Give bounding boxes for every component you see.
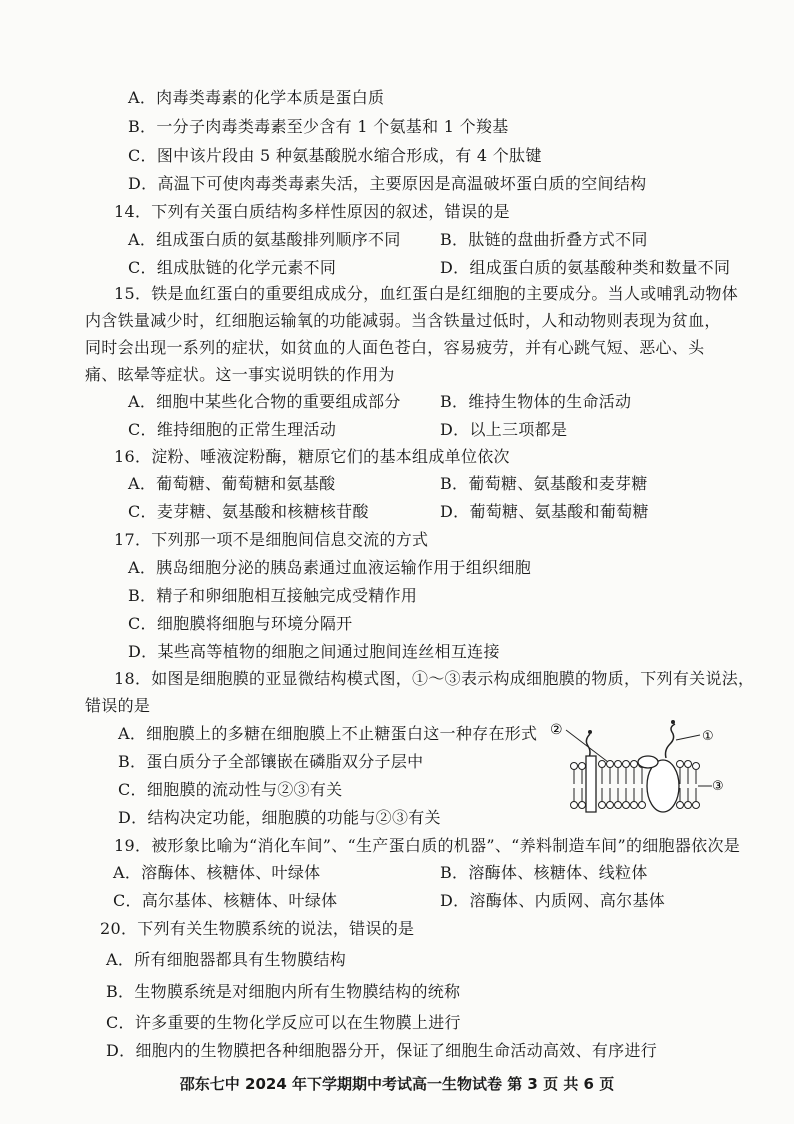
- q16-option-c: C．麦芽糖、氨基酸和核糖核苷酸: [128, 502, 369, 521]
- q19-stem: 19．被形象比喻为“消化车间”、“生产蛋白质的机器”、“养料制造车间”的细胞器依次是: [114, 836, 741, 855]
- q20-option-b: B．生物膜系统是对细胞内所有生物膜结构的统称: [106, 982, 461, 1001]
- diagram-leader-1: [676, 735, 700, 740]
- q16-stem: 16．淀粉、唾液淀粉酶，糖原它们的基本组成单位依次: [114, 447, 510, 466]
- q18-stem-line-2: 错误的是: [85, 696, 151, 715]
- q14-option-b: B．肽链的盘曲折叠方式不同: [440, 230, 648, 249]
- page-footer: 邵东七中 2024 年下学期期中考试高一生物试卷 第 3 页 共 6 页: [179, 1075, 615, 1093]
- q15-stem-line-3: 同时会出现一系列的症状，如贫血的人面色苍白，容易疲劳，并有心跳气短、恶心、头: [85, 338, 705, 357]
- q18-option-d: D．结构决定功能，细胞膜的功能与②③有关: [118, 808, 441, 827]
- q13-option-c: C．图中该片段由 5 种氨基酸脱水缩合形成，有 4 个肽键: [128, 146, 542, 165]
- q20-stem: 20．下列有关生物膜系统的说法，错误的是: [100, 919, 415, 938]
- transmembrane-protein-left: [586, 756, 596, 812]
- q16-option-a: A．葡萄糖、葡萄糖和氨基酸: [128, 474, 336, 493]
- q15-option-b: B．维持生物体的生命活动: [440, 392, 632, 411]
- q15-option-a: A．细胞中某些化合物的重要组成部分: [128, 392, 401, 411]
- diagram-label-2: ②: [550, 722, 563, 738]
- q15-stem-line-1: 15．铁是血红蛋白的重要组成成分，血红蛋白是红细胞的主要成分。当人或哺乳动物体: [114, 284, 739, 303]
- q20-option-a: A．所有细胞器都具有生物膜结构: [106, 950, 347, 969]
- q16-option-d: D．葡萄糖、氨基酸和葡萄糖: [440, 502, 649, 521]
- q17-option-b: B．精子和卵细胞相互接触完成受精作用: [128, 586, 418, 605]
- q19-option-d: D．溶酶体、内质网、高尔基体: [440, 891, 666, 910]
- diagram-label-3: ③: [712, 779, 724, 794]
- q19-option-a: A．溶酶体、核糖体、叶绿体: [113, 863, 321, 882]
- q14-option-d: D．组成蛋白质的氨基酸种类和数量不同: [440, 258, 731, 277]
- q18-stem-line-1: 18．如图是细胞膜的亚显微结构模式图，①～③表示构成细胞膜的物质，下列有关说法，: [114, 669, 755, 688]
- q19-option-b: B．溶酶体、核糖体、线粒体: [440, 863, 648, 882]
- q15-option-d: D．以上三项都是: [440, 420, 568, 439]
- q19-option-c: C．高尔基体、核糖体、叶绿体: [113, 891, 338, 910]
- q14-stem: 14．下列有关蛋白质结构多样性原因的叙述，错误的是: [114, 202, 510, 221]
- q15-option-c: C．维持细胞的正常生理活动: [128, 420, 337, 439]
- q13-option-d: D．高温下可使肉毒类毒素失活，主要原因是高温破坏蛋白质的空间结构: [128, 174, 647, 193]
- q17-option-d: D．某些高等植物的细胞之间通过胞间连丝相互连接: [128, 642, 500, 661]
- q15-stem-line-2: 内含铁量减少时，红细胞运输氧的功能减弱。当含铁量过低时，人和动物则表现为贫血，: [85, 311, 721, 330]
- q18-option-c: C．细胞膜的流动性与②③有关: [118, 780, 343, 799]
- q18-option-b: B．蛋白质分子全部镶嵌在磷脂双分子层中: [118, 752, 424, 771]
- q17-option-c: C．细胞膜将细胞与环境分隔开: [128, 614, 353, 633]
- q20-option-d: D．细胞内的生物膜把各种细胞器分开，保证了细胞生命活动高效、有序进行: [106, 1041, 658, 1060]
- q13-option-b: B．一分子肉毒类毒素至少含有 1 个氨基和 1 个羧基: [128, 117, 509, 136]
- q18-option-a: A．细胞膜上的多糖在细胞膜上不止糖蛋白这一种存在形式: [118, 724, 538, 743]
- q20-option-c: C．许多重要的生物化学反应可以在生物膜上进行: [106, 1013, 461, 1032]
- q17-option-a: A．胰岛细胞分泌的胰岛素通过血液运输作用于组织细胞: [128, 558, 532, 577]
- q14-option-a: A．组成蛋白质的氨基酸排列顺序不同: [128, 230, 401, 249]
- q16-option-b: B．葡萄糖、氨基酸和麦芽糖: [440, 474, 648, 493]
- surface-protein: [638, 756, 658, 768]
- q14-option-c: C．组成肽链的化学元素不同: [128, 258, 337, 277]
- diagram-label-1: ①: [702, 729, 714, 744]
- cell-membrane-diagram: [548, 710, 728, 820]
- q17-stem: 17．下列那一项不是细胞间信息交流的方式: [114, 530, 429, 549]
- q15-stem-line-4: 痛、眩晕等症状。这一事实说明铁的作用为: [85, 365, 395, 384]
- q13-option-a: A．肉毒类毒素的化学本质是蛋白质: [128, 88, 385, 107]
- glycolipid-chain: [666, 724, 676, 758]
